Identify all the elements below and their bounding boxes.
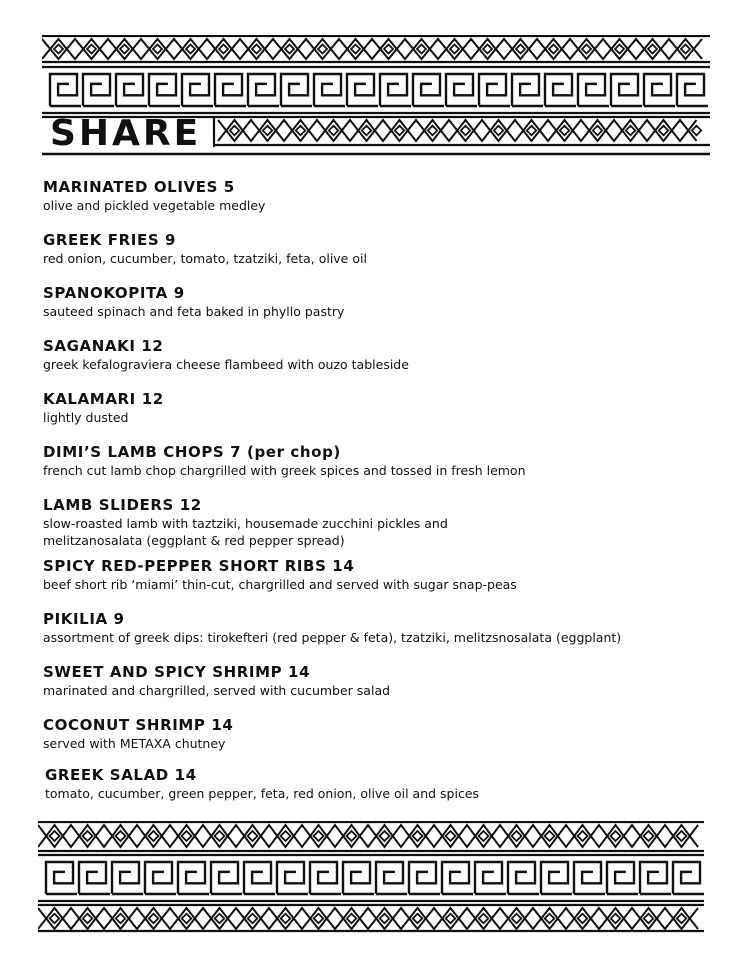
diamond-motif [446,914,455,923]
diamond-motif [347,831,357,841]
key-motif [50,74,77,106]
key-motif [409,862,436,894]
menu-item [43,716,723,752]
diamond-motif [215,831,225,841]
diamond-motif [186,45,195,54]
item-name: SWEET AND SPICY SHRIMP 14 [43,663,311,681]
diamond-motif [296,126,305,135]
menu-item [43,557,723,593]
key-motif [376,862,403,894]
key-motif [545,74,572,106]
diamond-motif [549,45,558,54]
diamond-motif [252,45,261,54]
key-motif [277,862,304,894]
key-motif [446,74,473,106]
key-motif [673,862,700,894]
diamond-motif [285,45,294,54]
diamond-motif [248,914,257,923]
key-motif [314,74,341,106]
diamond-motif [87,45,96,54]
diamond-motif [314,831,324,841]
diamond-motif [182,831,192,841]
diamond-motif [483,45,492,54]
key-motif [508,862,535,894]
diamond-motif [149,831,159,841]
diamond-motif [545,914,554,923]
diamond-motif [615,45,624,54]
diamond-motif [626,126,635,135]
diamond-motif [578,914,587,923]
key-motif [475,862,502,894]
diamond-motif [512,831,522,841]
item-description: beef short rib ‘miami’ thin-cut, chargrilled and served with sugar snap-peas [43,577,517,592]
key-motif [611,74,638,106]
diamond-motif [116,914,125,923]
menu-item [43,284,723,320]
key-motif [248,74,275,106]
item-name: SPICY RED-PEPPER SHORT RIBS 14 [43,557,355,575]
diamond-motif [659,126,668,135]
diamond-motif [413,914,422,923]
item-description: french cut lamb chop chargrilled with greek spices and tossed in fresh lemon [43,463,526,478]
key-motif [343,862,370,894]
menu-item [43,178,723,214]
diamond-motif [395,126,404,135]
diamond-motif [417,45,426,54]
key-motif [281,74,308,106]
item-name: LAMB SLIDERS 12 [43,496,202,514]
item-name: KALAMARI 12 [43,390,164,408]
diamond-motif [362,126,371,135]
diamond-motif [648,45,657,54]
diamond-motif [329,126,338,135]
diamond-motif [578,831,588,841]
diamond-motif [446,831,456,841]
key-motif [347,74,374,106]
menu-item [43,663,723,699]
diamond-motif [611,831,621,841]
diamond-motif [461,126,470,135]
diamond-motif [318,45,327,54]
menu-item [45,766,725,802]
diamond-motif [314,914,323,923]
item-name: SPANOKOPITA 9 [43,284,185,302]
menu-item [43,337,723,373]
diamond-motif [83,831,93,841]
diamond-motif [644,914,653,923]
diamond-motif [263,126,272,135]
key-motif [79,862,106,894]
diamond-motif [644,831,654,841]
key-motif [149,74,176,106]
diamond-motif [281,914,290,923]
diamond-motif [677,831,687,841]
item-description: slow-roasted lamb with taztziki, housemade zucchini pickles and melitzanosalata (eggplant & red pepper spread) [43,516,448,548]
item-description: assortment of greek dips: tirokefteri (red pepper & feta), tzatziki, melitzsnosalata (eggplant) [43,630,622,645]
diamond-motif [347,914,356,923]
diamond-motif [512,914,521,923]
item-description: red onion, cucumber, tomato, tzatziki, feta, olive oil [43,251,367,266]
item-name: PIKILIA 9 [43,610,125,628]
diamond-motif [516,45,525,54]
key-motif [479,74,506,106]
diamond-motif [593,126,602,135]
diamond-motif [582,45,591,54]
diamond-motif [149,914,158,923]
diamond-motif [116,831,126,841]
item-description: served with METAXA chutney [43,736,226,751]
diamond-motif [560,126,569,135]
diamond-motif [215,914,224,923]
diamond-motif [50,914,59,923]
menu-item [43,443,723,479]
diamond-motif [54,45,63,54]
diamond-motif [281,831,291,841]
key-motif [607,862,634,894]
menu-item [43,231,723,267]
diamond-motif [545,831,555,841]
key-motif [244,862,271,894]
item-description: sauteed spinach and feta baked in phyllo pastry [43,304,345,319]
key-motif [178,862,205,894]
key-motif [145,862,172,894]
key-motif [578,74,605,106]
key-motif [640,862,667,894]
key-motif [116,74,143,106]
diamond-motif [83,914,92,923]
bottom-greek-border [38,821,704,933]
diamond-motif [380,831,390,841]
menu-item [43,390,723,426]
item-name: SAGANAKI 12 [43,337,164,355]
diamond-motif [450,45,459,54]
key-motif [644,74,671,106]
menu-item [43,496,723,549]
key-motif [46,862,73,894]
section-title: SHARE [50,113,202,154]
diamond-motif [248,831,258,841]
key-motif [512,74,539,106]
key-motif [215,74,242,106]
diamond-motif [230,126,239,135]
diamond-motif [494,126,503,135]
diamond-motif [611,914,620,923]
diamond-motif [384,45,393,54]
diamond-motif [479,914,488,923]
key-motif [574,862,601,894]
diamond-motif [677,914,686,923]
diamond-motif [153,45,162,54]
diamond-motif [50,831,60,841]
diamond-motif [428,126,437,135]
menu-item [43,610,723,646]
key-motif [182,74,209,106]
item-name: MARINATED OLIVES 5 [43,178,235,196]
diamond-motif [413,831,423,841]
diamond-motif [527,126,536,135]
key-motif [413,74,440,106]
item-name: GREEK SALAD 14 [45,766,197,784]
item-name: COCONUT SHRIMP 14 [43,716,234,734]
key-motif [442,862,469,894]
diamond-motif [351,45,360,54]
key-motif [211,862,238,894]
item-description: tomato, cucumber, green pepper, feta, red onion, olive oil and spices [45,786,480,801]
diamond-motif [692,126,701,135]
key-motif [380,74,407,106]
key-motif [112,862,139,894]
diamond-motif [479,831,489,841]
diamond-motif [182,914,191,923]
item-name: DIMI’S LAMB CHOPS 7 (per chop) [43,443,341,461]
item-description: lightly dusted [43,410,129,425]
diamond-motif [681,45,690,54]
item-description: marinated and chargrilled, served with cucumber salad [43,683,391,698]
key-motif [541,862,568,894]
diamond-motif [380,914,389,923]
item-description: olive and pickled vegetable medley [43,198,266,213]
item-name: GREEK FRIES 9 [43,231,177,249]
diamond-motif [219,45,228,54]
key-motif [83,74,110,106]
diamond-motif [120,45,129,54]
key-motif [310,862,337,894]
key-motif [677,74,704,106]
item-description: greek kefalograviera cheese flambeed with ouzo tableside [43,357,409,372]
